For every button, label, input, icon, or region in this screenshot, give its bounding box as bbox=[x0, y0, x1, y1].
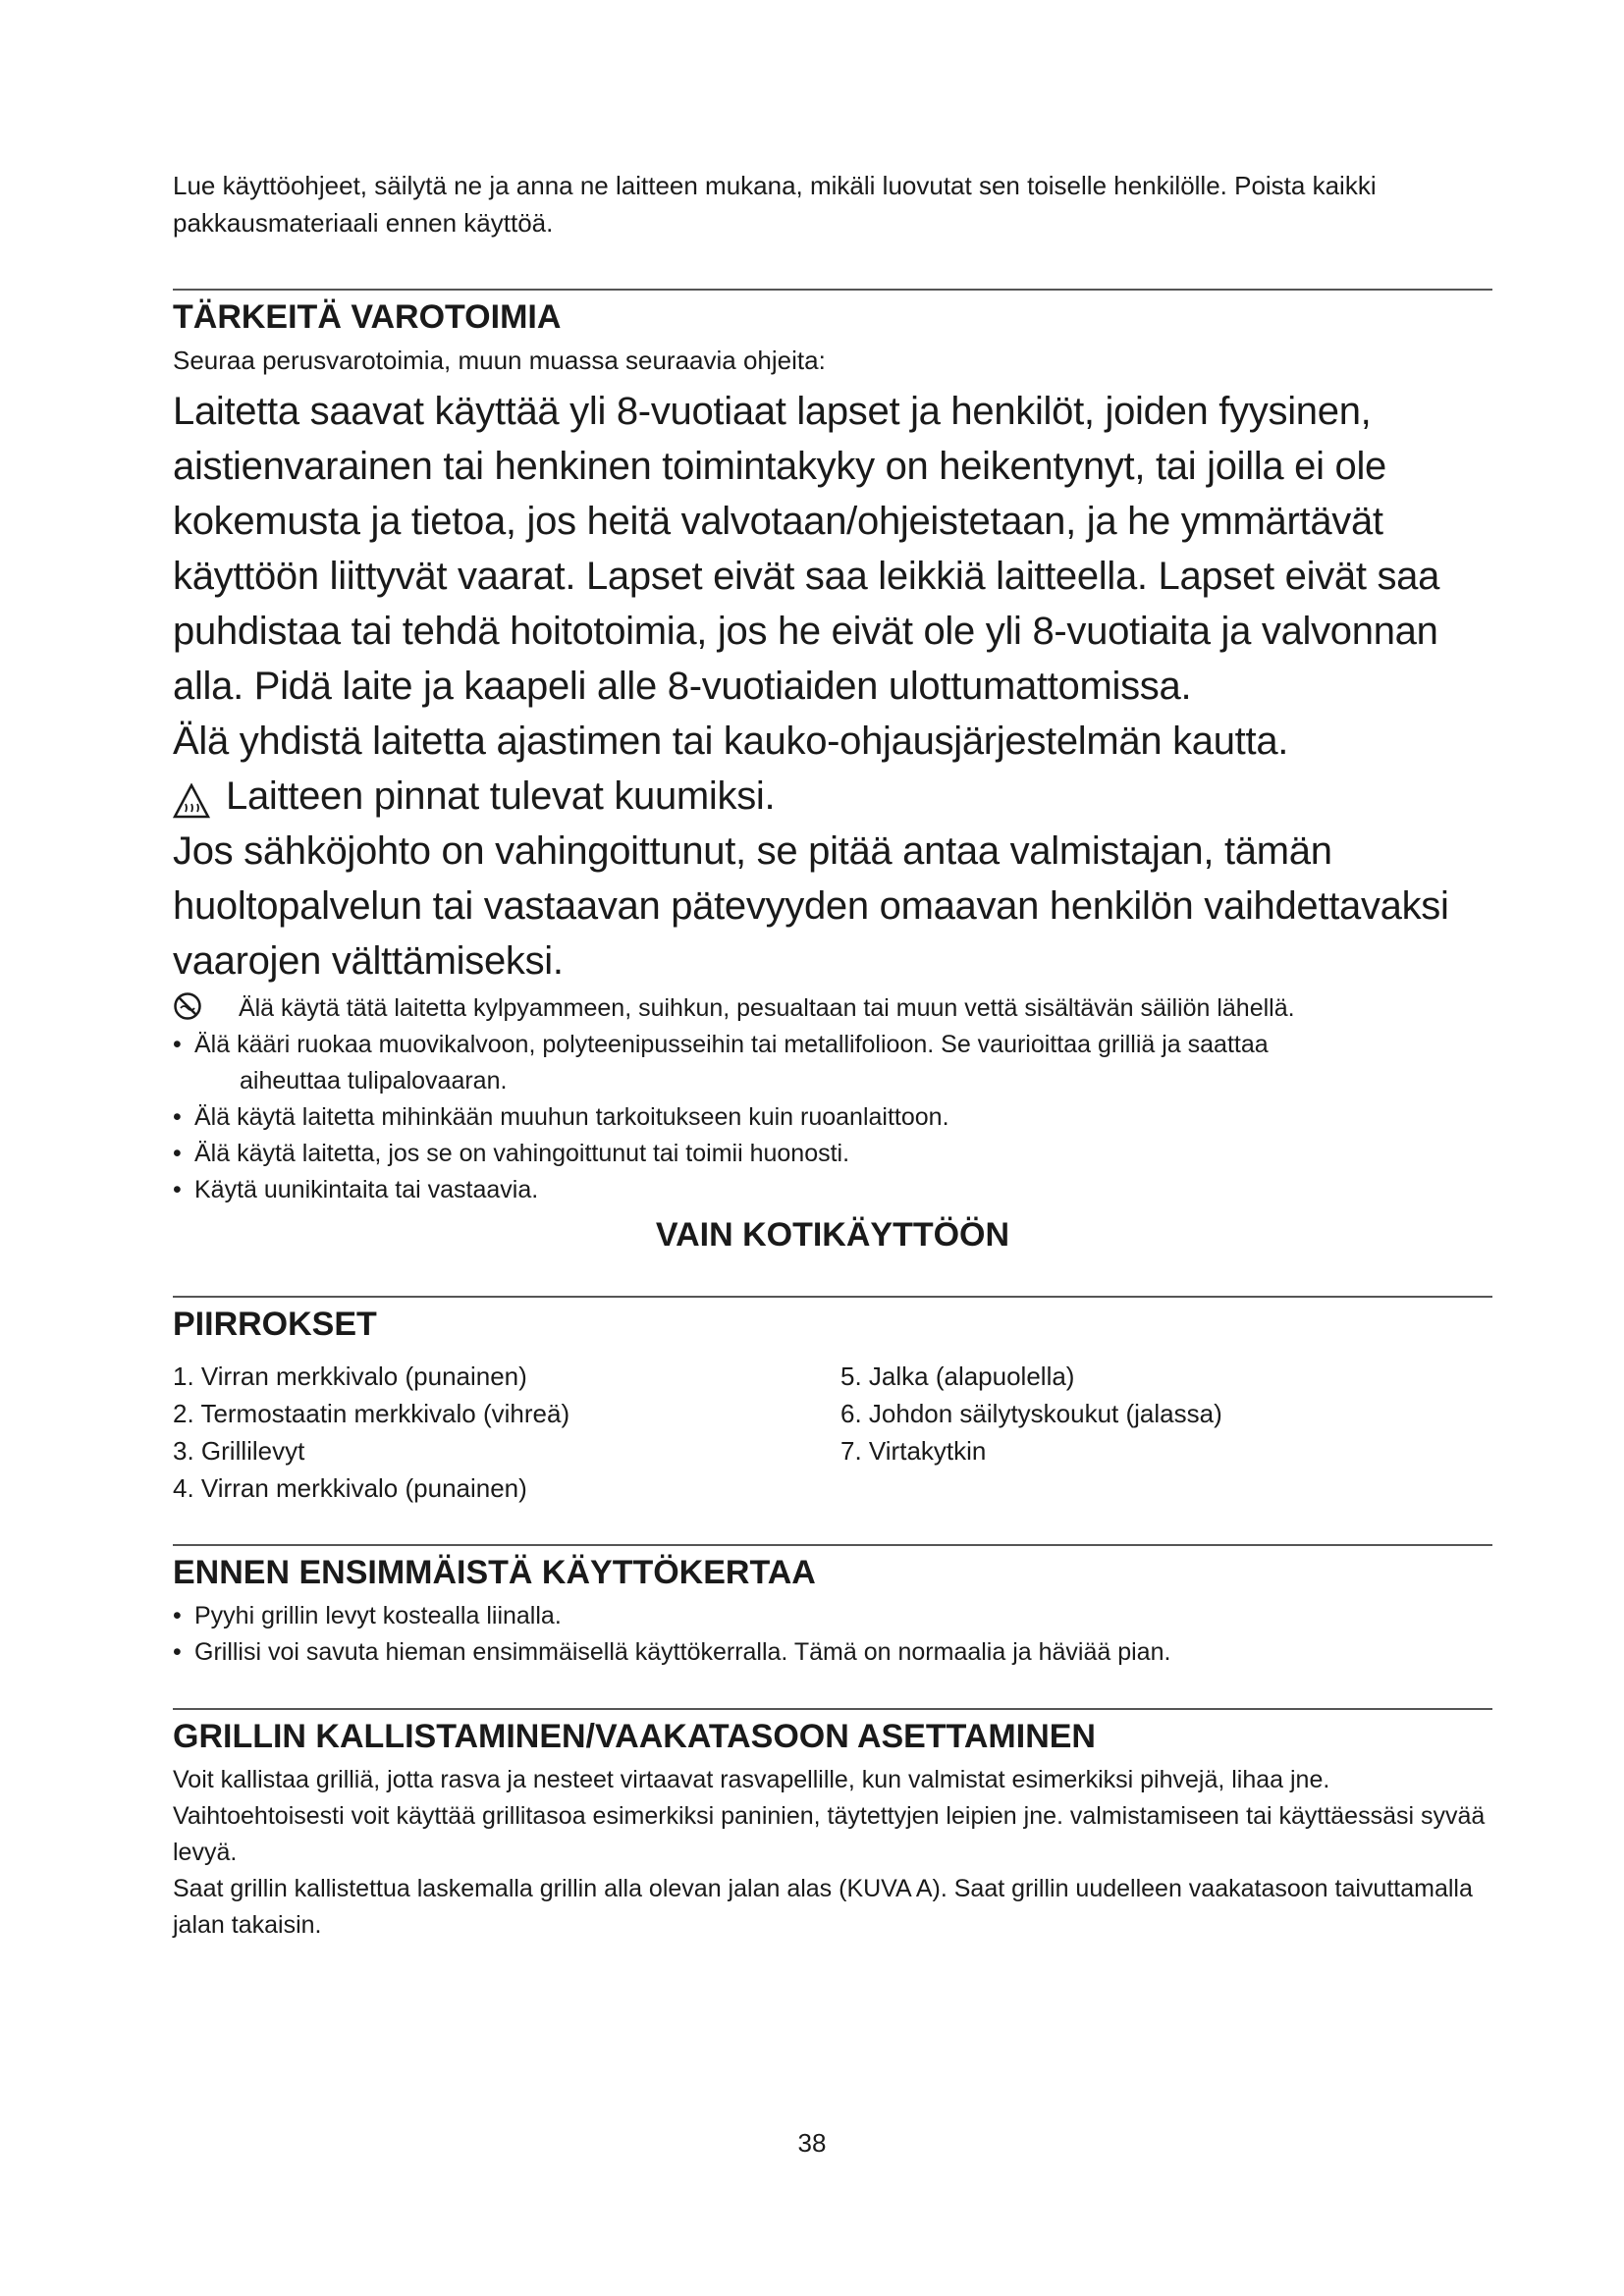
list-item: 1. Virran merkkivalo (punainen) bbox=[173, 1362, 527, 1391]
list-item bbox=[173, 1634, 1492, 1671]
list-item: 7. Virtakytkin bbox=[840, 1436, 987, 1466]
list-item bbox=[173, 1027, 1492, 1063]
no-water-icon bbox=[173, 991, 202, 1021]
bullet: • bbox=[173, 1176, 182, 1203]
hot-surface-warning-text: Laitteen pinnat tulevat kuumiksi. bbox=[226, 774, 776, 818]
list-item-text: Älä käytä laitetta, jos se on vahingoittunut tai toimii huonosti. bbox=[194, 1140, 850, 1167]
tilt-heading: GRILLIN KALLISTAMINEN/VAAKATASOON ASETTAMINEN bbox=[173, 1718, 1096, 1755]
household-use-only: VAIN KOTIKÄYTTÖÖN bbox=[655, 1216, 1010, 1254]
section-divider bbox=[173, 289, 1492, 291]
list-item-text: Älä kääri ruokaa muovikalvoon, polyteenipusseihin tai metallifolioon. Se vaurioittaa grilliä ja saattaa bbox=[194, 1031, 1269, 1058]
safety-paragraph-children: Laitetta saavat käyttää yli 8-vuotiaat lapset ja henkilöt, joiden fyysinen, aistienvarainen tai henkinen toimintakyky on heikentynyt, tai joilla ei ole kokemusta ja tietoa, jos heitä valvotaan/ohjeistetaan, ja he ymmärtävät käyttöön liittyvät vaarat. Lapset eivät saa leikkiä laitteella. Lapset eivät saa puhdistaa tai tehdä hoitotoimia, jos he eivät ole yli 8-vuotiaita ja valvonnan alla. Pidä laite ja kaapeli alle 8-vuotiaiden ulottumattomissa. bbox=[173, 390, 1440, 708]
list-item: 6. Johdon säilytyskoukut (jalassa) bbox=[840, 1399, 1222, 1428]
water-warning-text: Älä käytä tätä laitetta kylpyammeen, suihkun, pesualtaan tai muun vettä sisältävän säiliön lähellä. bbox=[238, 994, 1295, 1022]
bullet: • bbox=[173, 1140, 182, 1167]
list-item bbox=[173, 1598, 1492, 1634]
list-item: 3. Grillilevyt bbox=[173, 1436, 305, 1466]
safety-heading: TÄRKEITÄ VAROTOIMIA bbox=[173, 298, 562, 336]
list-item: 4. Virran merkkivalo (punainen) bbox=[173, 1473, 527, 1503]
safety-paragraph-cord: Jos sähköjohto on vahingoittunut, se pitää antaa valmistajan, tämän huoltopalvelun tai vastaavan pätevyyden omaavan henkilön vaihdettavaksi vaarojen välttämiseksi. bbox=[173, 829, 1449, 983]
list-item-text: Käytä uunikintaita tai vastaavia. bbox=[194, 1176, 539, 1203]
bullet: • bbox=[173, 1031, 182, 1058]
parts-column-left bbox=[173, 1358, 840, 1507]
list-item bbox=[173, 1172, 1492, 1208]
list-item-continuation: aiheuttaa tulipalovaaran. bbox=[240, 1067, 508, 1095]
intro-text: Lue käyttöohjeet, säilytä ne ja anna ne laitteen mukana, mikäli luovutat sen toiselle henkilölle. Poista kaikki pakkausmateriaali ennen käyttöä. bbox=[173, 171, 1377, 238]
first-use-heading: ENNEN ENSIMMÄISTÄ KÄYTTÖKERTAA bbox=[173, 1554, 816, 1591]
page-number: 38 bbox=[797, 2128, 827, 2158]
hot-surface-warning bbox=[173, 769, 1492, 824]
hot-surface-warning-icon bbox=[173, 778, 210, 814]
drawings-heading: PIIRROKSET bbox=[173, 1306, 377, 1343]
tilt-paragraph-1: Voit kallistaa grilliä, jotta rasva ja nesteet virtaavat rasvapellille, kun valmistat esimerkiksi pihvejä, lihaa jne. Vaihtoehtoisesti voit käyttää grillitasoa esimerkiksi paninien, täytettyjen leipien jne. valmistamiseen tai käyttäessäsi syvää levyä. bbox=[173, 1766, 1486, 1866]
section-divider bbox=[173, 1296, 1492, 1298]
drawings-parts-list bbox=[173, 1358, 1492, 1507]
list-item bbox=[173, 1099, 1492, 1136]
safety-subtitle: Seuraa perusvarotoimia, muun muassa seuraavia ohjeita: bbox=[173, 346, 826, 375]
list-item bbox=[173, 1136, 1492, 1172]
list-item: 5. Jalka (alapuolella) bbox=[840, 1362, 1075, 1391]
list-item-text: Grillisi voi savuta hieman ensimmäisellä käyttökerralla. Tämä on normaalia ja häviää pian. bbox=[194, 1638, 1171, 1666]
safety-paragraph-timer: Älä yhdistä laitetta ajastimen tai kauko-ohjausjärjestelmän kautta. bbox=[173, 720, 1289, 763]
bullet: • bbox=[173, 1638, 182, 1666]
bullet: • bbox=[173, 1602, 182, 1629]
parts-column-right bbox=[840, 1358, 1430, 1507]
section-divider bbox=[173, 1708, 1492, 1710]
tilt-paragraph-2: Saat grillin kallistettua laskemalla grillin alla olevan jalan alas (KUVA A). Saat grillin uudelleen vaakatasoon taivuttamalla jalan takaisin. bbox=[173, 1875, 1473, 1939]
list-item: 2. Termostaatin merkkivalo (vihreä) bbox=[173, 1399, 570, 1428]
list-item-text: Älä käytä laitetta mihinkään muuhun tarkoitukseen kuin ruoanlaittoon. bbox=[194, 1103, 949, 1131]
water-warning bbox=[173, 990, 1492, 1027]
bullet: • bbox=[173, 1103, 182, 1131]
section-divider bbox=[173, 1544, 1492, 1546]
list-item-text: Pyyhi grillin levyt kostealla liinalla. bbox=[194, 1602, 562, 1629]
page-content bbox=[173, 167, 1492, 1944]
